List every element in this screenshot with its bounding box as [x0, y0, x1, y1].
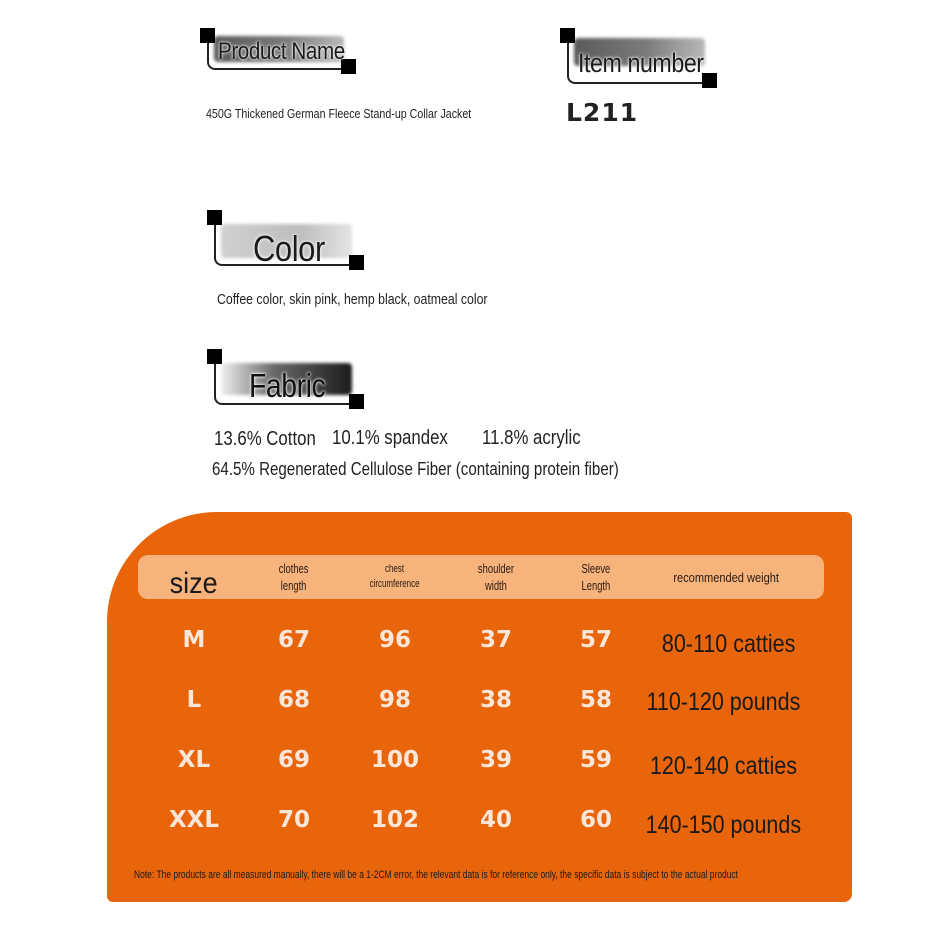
fabric-label: Fabric	[249, 367, 326, 404]
header-size: size	[169, 566, 219, 600]
cell-sleeve: 60	[579, 807, 612, 833]
cell-weight: 120-140 catties	[649, 751, 798, 780]
size-chart-header	[138, 555, 824, 599]
header-sleeve-length: Sleeve Length	[581, 561, 611, 593]
fabric-cellulose: 64.5% Regenerated Cellulose Fiber (containing protein fiber)	[212, 459, 619, 479]
fabric-acrylic: 11.8% acrylic	[482, 427, 581, 449]
corner-square	[560, 28, 575, 43]
cell-shoulder: 40	[479, 807, 512, 833]
product-name-heading	[200, 28, 356, 74]
corner-square	[702, 73, 717, 88]
header-chest-circumference: chest circumference	[370, 563, 420, 590]
header-recommended-weight: recommended weight	[673, 569, 779, 585]
color-heading	[207, 210, 364, 270]
cell-size: XXL	[168, 807, 220, 833]
header-shoulder-width: shoulder width	[477, 561, 515, 593]
table-row	[107, 800, 852, 840]
cell-chest: 100	[370, 747, 419, 773]
cell-shoulder: 38	[479, 687, 512, 713]
cell-length: 67	[277, 627, 310, 653]
fabric-cotton: 13.6% Cotton	[214, 428, 316, 450]
color-value: Coffee color, skin pink, hemp black, oatmeal color	[217, 291, 488, 308]
color-label: Color	[253, 228, 325, 269]
cell-size: L	[186, 687, 202, 713]
cell-chest: 96	[378, 627, 411, 653]
cell-shoulder: 37	[479, 627, 512, 653]
cell-chest: 98	[378, 687, 411, 713]
fabric-heading	[207, 349, 364, 409]
item-number-heading	[560, 28, 717, 88]
item-number-value: L211	[566, 98, 639, 127]
item-number-label: Item number	[578, 48, 704, 78]
size-chart-panel	[107, 512, 852, 902]
corner-square	[207, 349, 222, 364]
fabric-spandex: 10.1% spandex	[332, 427, 448, 449]
corner-square	[349, 394, 364, 409]
cell-weight: 80-110 catties	[661, 629, 796, 658]
cell-weight: 140-150 pounds	[645, 810, 802, 839]
measurement-note: Note: The products are all measured manually, there will be a 1-2CM error, the relevant data is for reference only, the specific data is subject to the actual product	[134, 869, 739, 881]
product-name-label: Product Name	[218, 38, 345, 65]
corner-square	[200, 28, 215, 43]
table-row	[107, 620, 852, 660]
cell-chest: 102	[370, 807, 419, 833]
cell-length: 69	[277, 747, 310, 773]
cell-length: 68	[277, 687, 310, 713]
corner-square	[349, 255, 364, 270]
cell-length: 70	[277, 807, 310, 833]
cell-size: XL	[177, 747, 211, 773]
cell-size: M	[182, 627, 206, 653]
cell-sleeve: 58	[579, 687, 612, 713]
cell-weight: 110-120 pounds	[646, 687, 801, 716]
table-row	[107, 680, 852, 720]
cell-sleeve: 57	[579, 627, 612, 653]
cell-sleeve: 59	[579, 747, 612, 773]
table-row	[107, 740, 852, 780]
cell-shoulder: 39	[479, 747, 512, 773]
header-clothes-length: clothes length	[279, 561, 309, 593]
product-name-value: 450G Thickened German Fleece Stand-up Collar Jacket	[206, 106, 472, 121]
corner-square	[207, 210, 222, 225]
